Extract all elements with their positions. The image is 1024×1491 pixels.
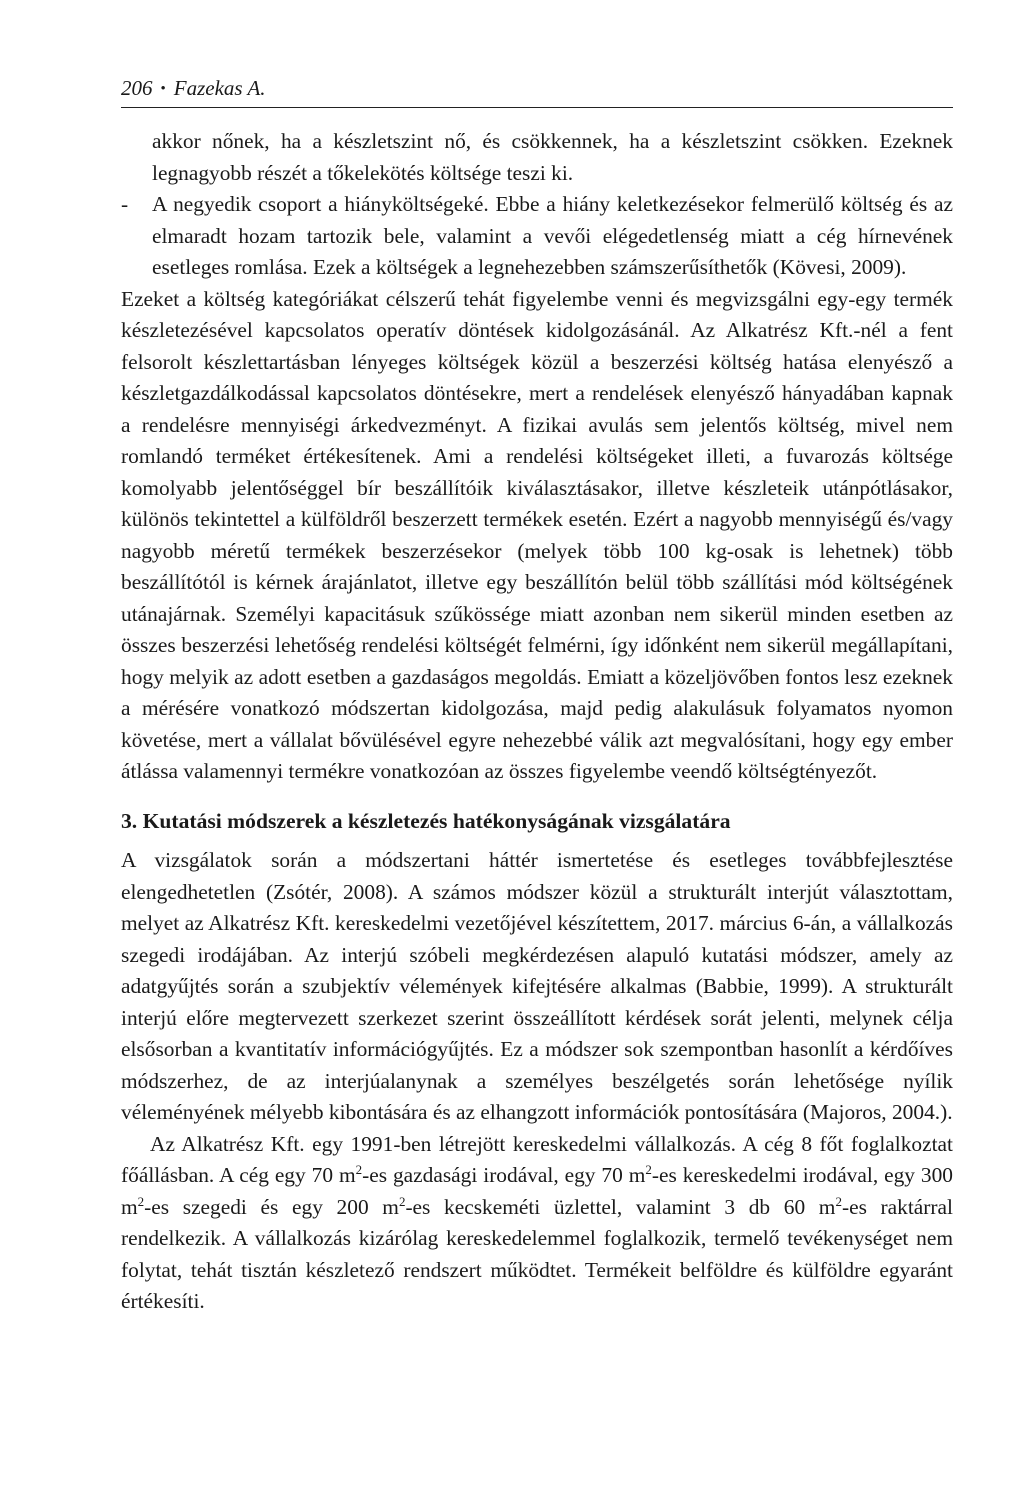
- paragraph-company-profile: [121, 1129, 953, 1318]
- superscript-2: 2: [645, 1161, 652, 1177]
- superscript-2: 2: [398, 1193, 406, 1209]
- paragraph-cost-categories: Ezeket a költség kategóriákat célszerű tehát figyelembe venni és megvizsgálni egy-egy termék készletezésével kapcsolatos operatív döntések kidolgozásánál. Az Alkatrész Kft.-nél a fent felsorolt készlettartásban lényeges költségek közül a beszerzési költség hatása elenyésző a készletgazdálkodással kapcsolatos döntésekre, mert a rendelések elenyésző hányadában kapnak a rendelésre mennyiségi árkedvezményt. A fizikai avulás sem jelentős költség, mivel nem romlandó terméket értékesítenek. Ami a rendelési költségeket illeti, a fuvarozás költsége komolyabb jelentőséggel bír beszállítóik kiválasztásakor, illetve készleteik utánpótlásakor, különös tekintettel a külföldről beszerzett termékek esetén. Ezért a nagyobb mennyiségű és/vagy nagyobb méretű termékek beszerzésekor (melyek több 100 kg-osak is lehetnek) több beszállítótól is kérnek árajánlatot, illetve egy beszállítón belül több szállítási mód költségének utánajárnak. Személyi kapacitásuk szűkössége miatt azonban nem sikerül minden esetben az összes beszerzési lehetőség rendelési költségét felmérni, így időnként nem sikerül megállapítani, hogy melyik az adott esetben a gazdaságos megoldás. Emiatt a közeljövőben fontos lesz ezeknek a mérésére vonatkozó módszertan kidolgozása, majd pedig alakulásuk folyamatos nyomon követése, mert a vállalat bővülésével egyre nehezebbé válik azt megvalósítani, hogy egy ember átlássa valamennyi termékre vonatkozóan az összes figyelembe veendő költségtényezőt.: [121, 286, 953, 783]
- superscript-2: 2: [137, 1193, 145, 1209]
- body-text: [121, 126, 953, 1318]
- section-heading: 3. Kutatási módszerek a készletezés hatékonyságának vizsgálatára: [121, 808, 731, 833]
- paragraph-methodology: A vizsgálatok során a módszertani háttér ismertetése és esetleges továbbfejlesztése elengedhetetlen (Zsótér, 2008). A számos módszer közül a strukturált interjút választottam, melyet az Alkatrész Kft. kereskedelmi vezetőjével készítettem, 2017. március 6-án, a vállalkozás szegedi irodájában. Az interjú szóbeli megkérdezésen alapuló kutatási módszer, amely az adatgyűjtés során a szubjektív vélemények kifejtésére alkalmas (Babbie, 1999). A strukturált interjú előre megtervezett szerkezet szerint összeállított kérdések sorát jelenti, melynek célja elsősorban a kvantitatív információgyűjtés. Ez a módszer sok szempontban hasonlít a kérdőíves módszerhez, de az interjúalanynak a személyes beszélgetés során lehetősége nyílik véleményének mélyebb kibontására és az elhangzott információk pontosítására (Majoros, 2004.).: [121, 848, 953, 1124]
- superscript-2: 2: [835, 1193, 842, 1209]
- list-marker: -: [121, 192, 129, 216]
- page-number: 206: [121, 76, 153, 100]
- author-name: Fazekas A.: [173, 76, 266, 100]
- running-header: [121, 74, 953, 108]
- company-text-1: Az Alkatrész Kft. egy 1991-ben létrejött kereskedelmi vállalkozás. A cég 8 főt foglalkoztat főállásban. A cég egy 70 m: [121, 1131, 953, 1187]
- list-continuation: akkor nőnek, ha a készletszint nő, és csökkennek, ha a készletszint csökken. Ezeknek legnagyobb részét a tőkelekötés költsége teszi ki.: [152, 129, 953, 185]
- company-text-3: -es kereskedelmi irodával, egy 300 m: [121, 1163, 953, 1219]
- company-text-2: -es gazdasági irodával, egy 70 m: [362, 1163, 646, 1187]
- superscript-2: 2: [355, 1161, 363, 1177]
- company-text-5: -es kecskeméti üzlettel, valamint 3 db 60 m: [405, 1194, 836, 1219]
- list-item: [121, 189, 953, 284]
- company-text-6: -es raktárral rendelkezik. A vállalkozás kizárólag kereskedelemmel foglalkozik, termelő tevékenységet nem folytat, tehát tisztán készletező rendszert működtet. Termékeit belföldre és külföldre egyaránt értékesíti.: [121, 1194, 953, 1313]
- company-text-4: -es szegedi és egy 200 m: [144, 1194, 399, 1219]
- list-item-text: A negyedik csoport a hiányköltségeké. Ebbe a hiány keletkezésekor felmerülő költség és az elmaradt hozam tartozik bele, valamint a vevői elégedetlenség miatt a cég hírnevének esetleges romlása. Ezek a költségek a legnehezebben számszerűsíthetők (Kövesi, 2009).: [152, 192, 953, 279]
- header-separator: •: [160, 81, 166, 97]
